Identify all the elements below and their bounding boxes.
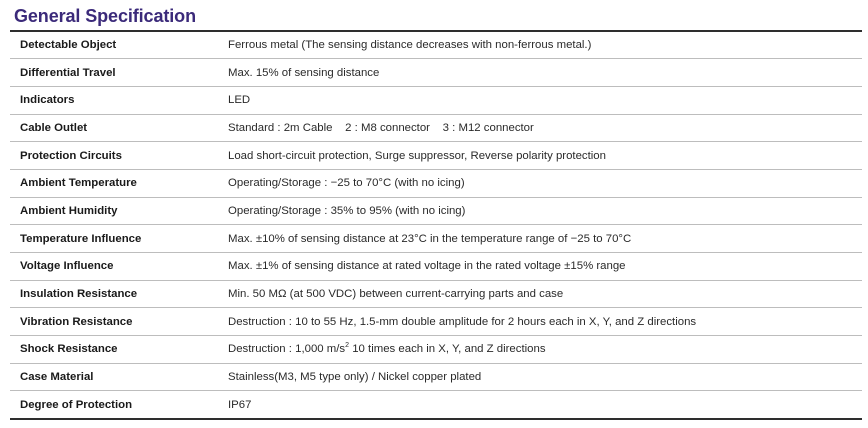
table-row: [10, 86, 862, 114]
shock-value-suffix: 10 times each in X, Y, and Z directions: [349, 343, 546, 356]
table-row: [10, 142, 862, 170]
row-value: Standard : 2m Cable 2 : M8 connector 3 : M12 connector: [228, 114, 862, 142]
row-label: Indicators: [10, 86, 228, 114]
table-row: [10, 114, 862, 142]
row-label: Cable Outlet: [10, 114, 228, 142]
row-label: Shock Resistance: [10, 336, 228, 364]
table-row: [10, 308, 862, 336]
row-value: Stainless(M3, M5 type only) / Nickel copper plated: [228, 363, 862, 391]
table-row: [10, 391, 862, 419]
row-value: Max. ±10% of sensing distance at 23°C in the temperature range of −25 to 70°C: [228, 225, 862, 253]
table-row: [10, 253, 862, 281]
row-label: Degree of Protection: [10, 391, 228, 419]
row-value: Min. 50 MΩ (at 500 VDC) between current-carrying parts and case: [228, 280, 862, 308]
row-value: Operating/Storage : −25 to 70°C (with no icing): [228, 169, 862, 197]
row-label: Voltage Influence: [10, 253, 228, 281]
row-value: [228, 336, 862, 364]
row-value: IP67: [228, 391, 862, 419]
spec-table: [10, 30, 862, 420]
row-value: Operating/Storage : 35% to 95% (with no icing): [228, 197, 862, 225]
row-label: Insulation Resistance: [10, 280, 228, 308]
row-label: Protection Circuits: [10, 142, 228, 170]
shock-value-prefix: Destruction : 1,000 m/s: [228, 343, 346, 356]
row-value: Ferrous metal (The sensing distance decreases with non-ferrous metal.): [228, 31, 862, 59]
row-value: Destruction : 10 to 55 Hz, 1.5-mm double amplitude for 2 hours each in X, Y, and Z directions: [228, 308, 862, 336]
row-value: Max. 15% of sensing distance: [228, 59, 862, 87]
row-label: Temperature Influence: [10, 225, 228, 253]
row-label: Case Material: [10, 363, 228, 391]
table-row: [10, 31, 862, 59]
row-label: Differential Travel: [10, 59, 228, 87]
table-row: [10, 280, 862, 308]
row-value: Load short-circuit protection, Surge suppressor, Reverse polarity protection: [228, 142, 862, 170]
table-row: [10, 225, 862, 253]
table-row: [10, 59, 862, 87]
row-label: Vibration Resistance: [10, 308, 228, 336]
row-label: Ambient Humidity: [10, 197, 228, 225]
table-row: [10, 169, 862, 197]
table-row: [10, 336, 862, 364]
section-title: General Specification: [14, 6, 196, 26]
shock-value-superscript: 2: [345, 342, 350, 350]
table-row: [10, 197, 862, 225]
row-label: Detectable Object: [10, 31, 228, 59]
table-row: [10, 363, 862, 391]
row-value: LED: [228, 86, 862, 114]
row-value: Max. ±1% of sensing distance at rated voltage in the rated voltage ±15% range: [228, 253, 862, 281]
row-label: Ambient Temperature: [10, 169, 228, 197]
